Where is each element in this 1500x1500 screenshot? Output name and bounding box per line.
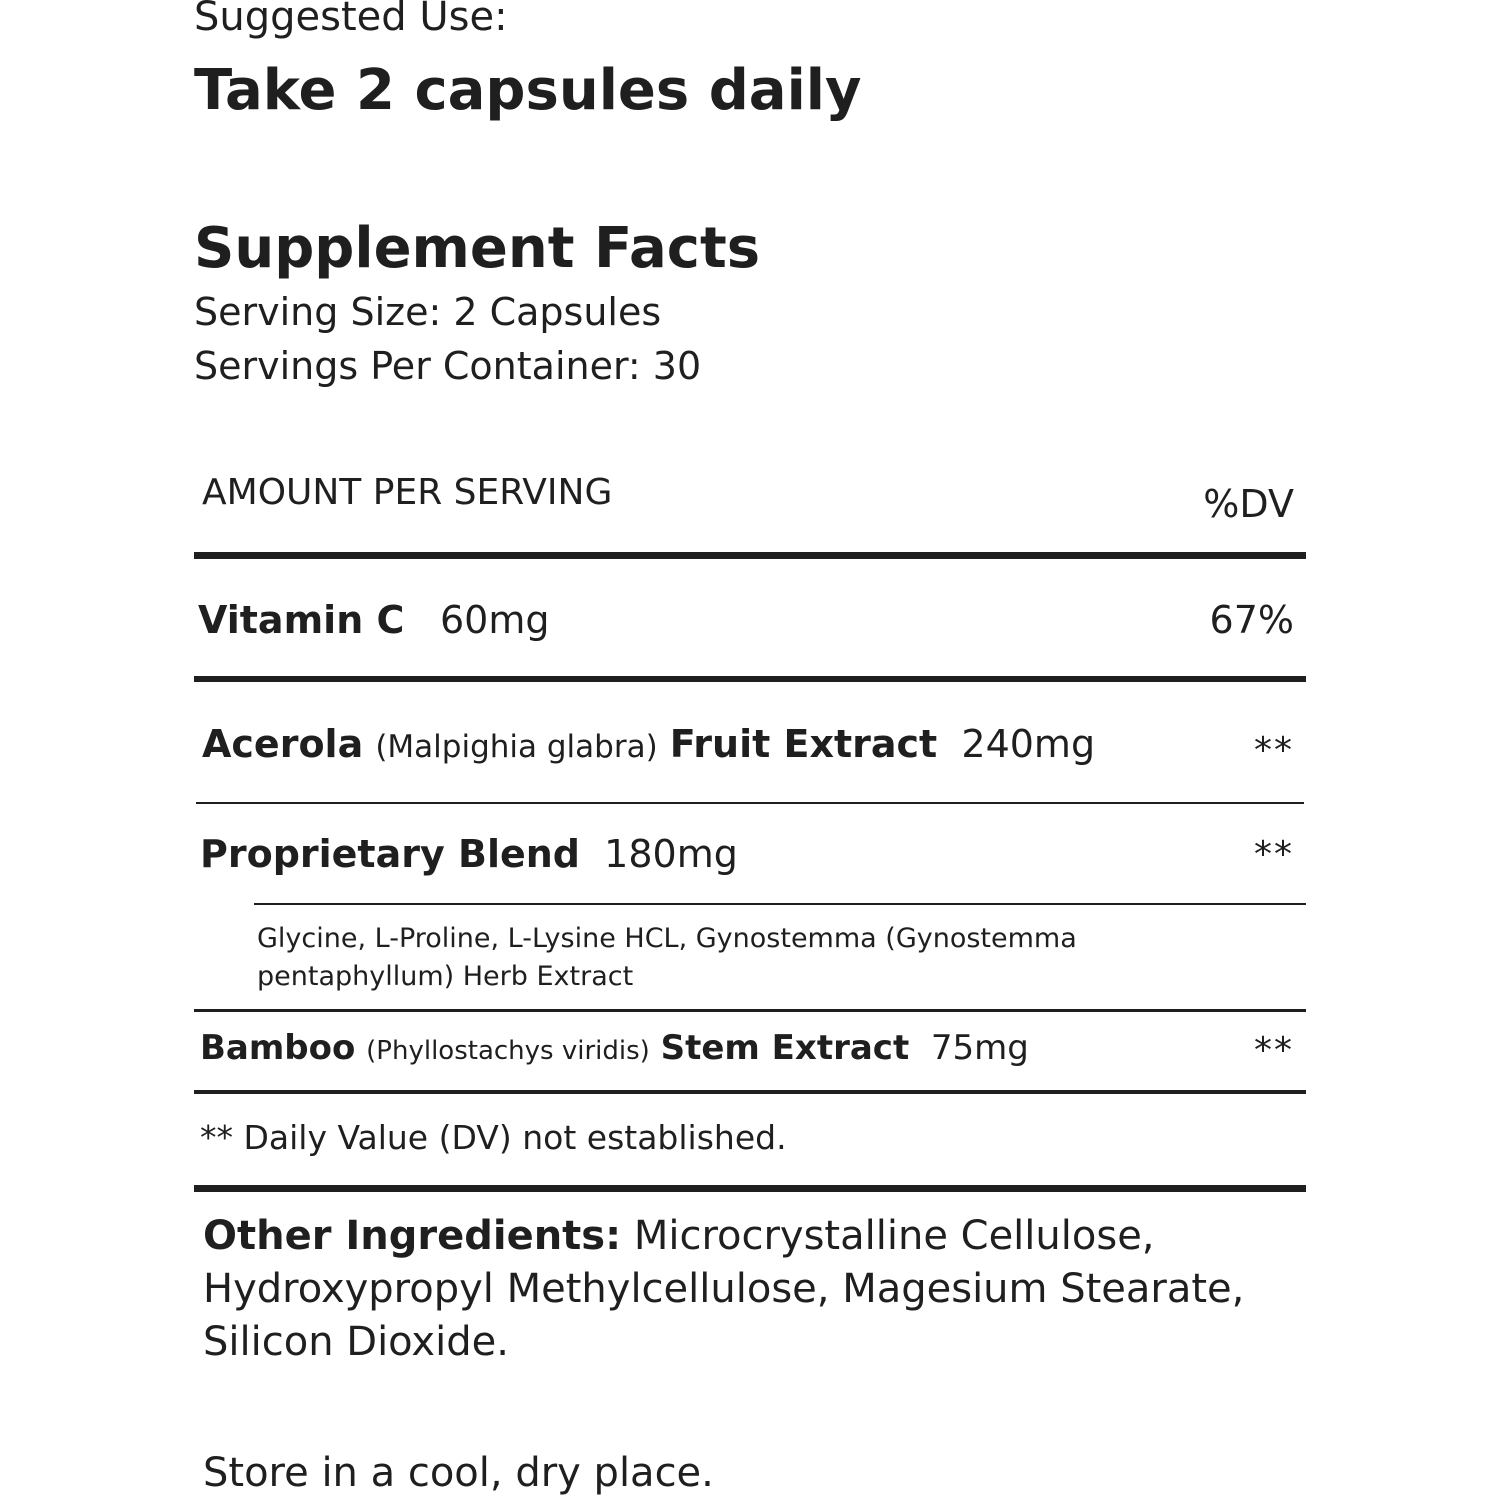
proprietary-blend-row [200, 832, 738, 876]
blend-divider [194, 1009, 1306, 1012]
other-ingredients-label: Other Ingredients: [203, 1213, 622, 1259]
suggested-use-value: Take 2 capsules daily [194, 58, 862, 123]
supplement-facts-title: Supplement Facts [194, 216, 761, 281]
vitamin-c-amount: 60mg [440, 598, 550, 642]
other-ingredients-text: Microcrystalline Cellulose, Hydroxypropyl Methylcellulose, Magesium Stearate, Silicon Dioxide. [203, 1213, 1245, 1365]
bamboo-dv: ** [1254, 1030, 1294, 1071]
acerola-part: Fruit Extract [669, 722, 938, 766]
bamboo-row [200, 1028, 1029, 1068]
header-divider [194, 552, 1306, 559]
acerola-row [202, 722, 1095, 766]
footnote-divider [194, 1185, 1306, 1192]
dv-footnote: ** Daily Value (DV) not established. [200, 1118, 787, 1157]
blend-subdivider [254, 903, 1306, 905]
other-ingredients [203, 1210, 1303, 1369]
acerola-divider [196, 802, 1304, 804]
proprietary-blend-ingredients: Glycine, L-Proline, L-Lysine HCL, Gynostemma (Gynostemma pentaphyllum) Herb Extract [257, 923, 1077, 992]
vitamin-c-dv: 67% [1209, 598, 1294, 642]
acerola-latin-name: (Malpighia glabra) [375, 729, 658, 765]
acerola-name: Acerola [202, 722, 364, 766]
proprietary-blend-dv: ** [1254, 834, 1294, 875]
serving-size: Serving Size: 2 Capsules [194, 290, 662, 334]
bamboo-part: Stem Extract [660, 1028, 910, 1068]
servings-per-container: Servings Per Container: 30 [194, 344, 702, 388]
dv-header: %DV [1203, 482, 1294, 526]
bamboo-latin-name: (Phyllostachys viridis) [366, 1036, 650, 1066]
vitamin-c-name: Vitamin C [198, 598, 405, 642]
proprietary-blend-amount: 180mg [604, 832, 738, 876]
bamboo-amount: 75mg [930, 1028, 1029, 1068]
bamboo-divider [194, 1090, 1306, 1094]
bamboo-name: Bamboo [200, 1028, 356, 1068]
storage-instructions: Store in a cool, dry place. [203, 1450, 714, 1496]
vitamin-divider [194, 676, 1306, 682]
amount-per-serving-header: AMOUNT PER SERVING [202, 472, 613, 513]
acerola-dv: ** [1254, 730, 1294, 771]
suggested-use-label: Suggested Use: [194, 0, 508, 40]
acerola-amount: 240mg [961, 722, 1096, 766]
proprietary-blend-name: Proprietary Blend [200, 832, 580, 876]
